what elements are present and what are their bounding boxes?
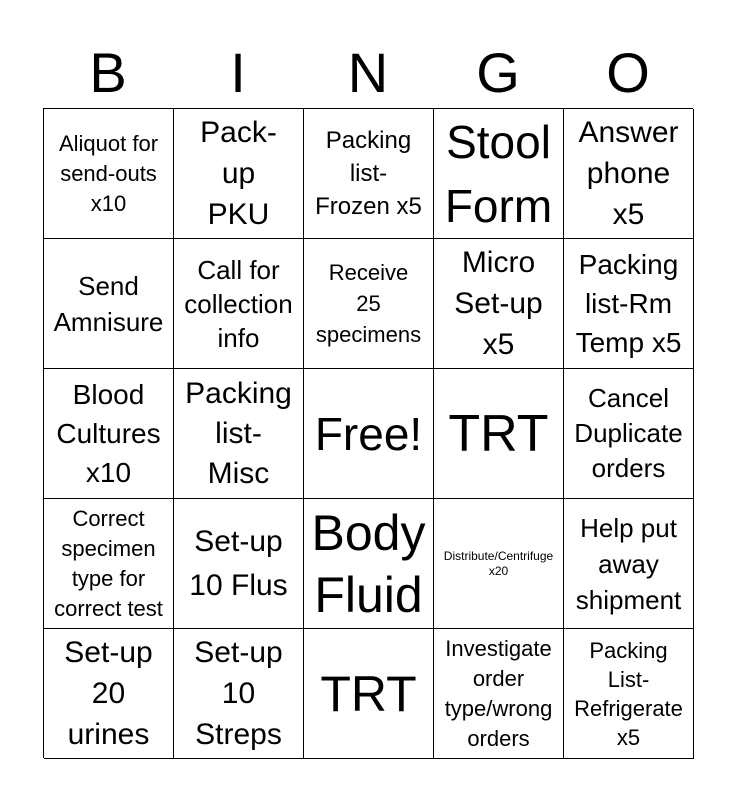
cell-text: Body Fluid [311,504,426,623]
cell-text: Cancel Duplicate orders [574,383,683,483]
header-letter-n: N [347,41,389,104]
cell-text: Send Amnisure [53,270,164,337]
bingo-cell[interactable] [304,369,434,499]
bingo-cell[interactable] [304,109,434,239]
cell-text: Aliquot for send-outs x10 [58,130,159,216]
bingo-header [43,38,693,108]
cell-text: TRT [320,665,417,722]
bingo-cell[interactable] [434,369,564,499]
cell-text: Help put away shipment [575,512,682,615]
cell-text: Set-up 10 Streps [194,636,283,751]
bingo-cell[interactable] [44,109,174,239]
cell-text: Packing list- Misc [185,376,292,490]
bingo-cell[interactable] [174,109,304,239]
bingo-cell[interactable] [434,499,564,629]
cell-text: Packing List- Refrigerate x5 [574,637,683,750]
bingo-cell[interactable] [434,239,564,369]
bingo-cell[interactable] [174,629,304,759]
bingo-cell[interactable] [174,369,304,499]
bingo-cell[interactable] [44,369,174,499]
cell-text: Packing list-Rm Temp x5 [575,249,682,358]
bingo-cell[interactable] [564,239,694,369]
bingo-cell[interactable] [44,239,174,369]
cell-text: TRT [448,404,549,463]
bingo-cell[interactable] [434,629,564,759]
cell-text: Set-up 10 Flus [189,524,288,602]
cell-text: Packing list- Frozen x5 [315,127,422,220]
bingo-cell[interactable] [44,629,174,759]
bingo-cell[interactable] [564,109,694,239]
cell-text: Correct specimen type for correct test [54,505,163,621]
cell-text: Blood Cultures x10 [56,379,161,488]
cell-text: Micro Set-up x5 [454,246,543,361]
bingo-cell[interactable] [44,499,174,629]
bingo-cell[interactable] [304,499,434,629]
cell-text: Call for collection info [184,254,293,353]
bingo-grid [43,108,693,758]
cell-text: Free! [314,407,423,460]
header-letter-o: O [606,41,650,104]
header-letter-b: B [89,41,127,104]
bingo-cell[interactable] [304,629,434,759]
cell-text: Stool Form [444,115,553,232]
bingo-cell[interactable] [564,499,694,629]
header-letter-i: I [230,41,246,104]
bingo-cell[interactable] [564,629,694,759]
bingo-cell[interactable] [304,239,434,369]
cell-text: Investigate order type/wrong orders [444,635,553,751]
header-letter-g: G [476,41,520,104]
bingo-cell[interactable] [564,369,694,499]
bingo-cell[interactable] [174,499,304,629]
cell-text: Answer phone x5 [578,116,679,231]
cell-text: Distribute/Centrifuge x20 [443,548,554,578]
cell-text: Pack- up PKU [200,116,277,231]
bingo-cell[interactable] [174,239,304,369]
cell-text: Receive 25 specimens [315,260,422,347]
bingo-cell[interactable] [434,109,564,239]
cell-text: Set-up 20 urines [64,636,153,751]
